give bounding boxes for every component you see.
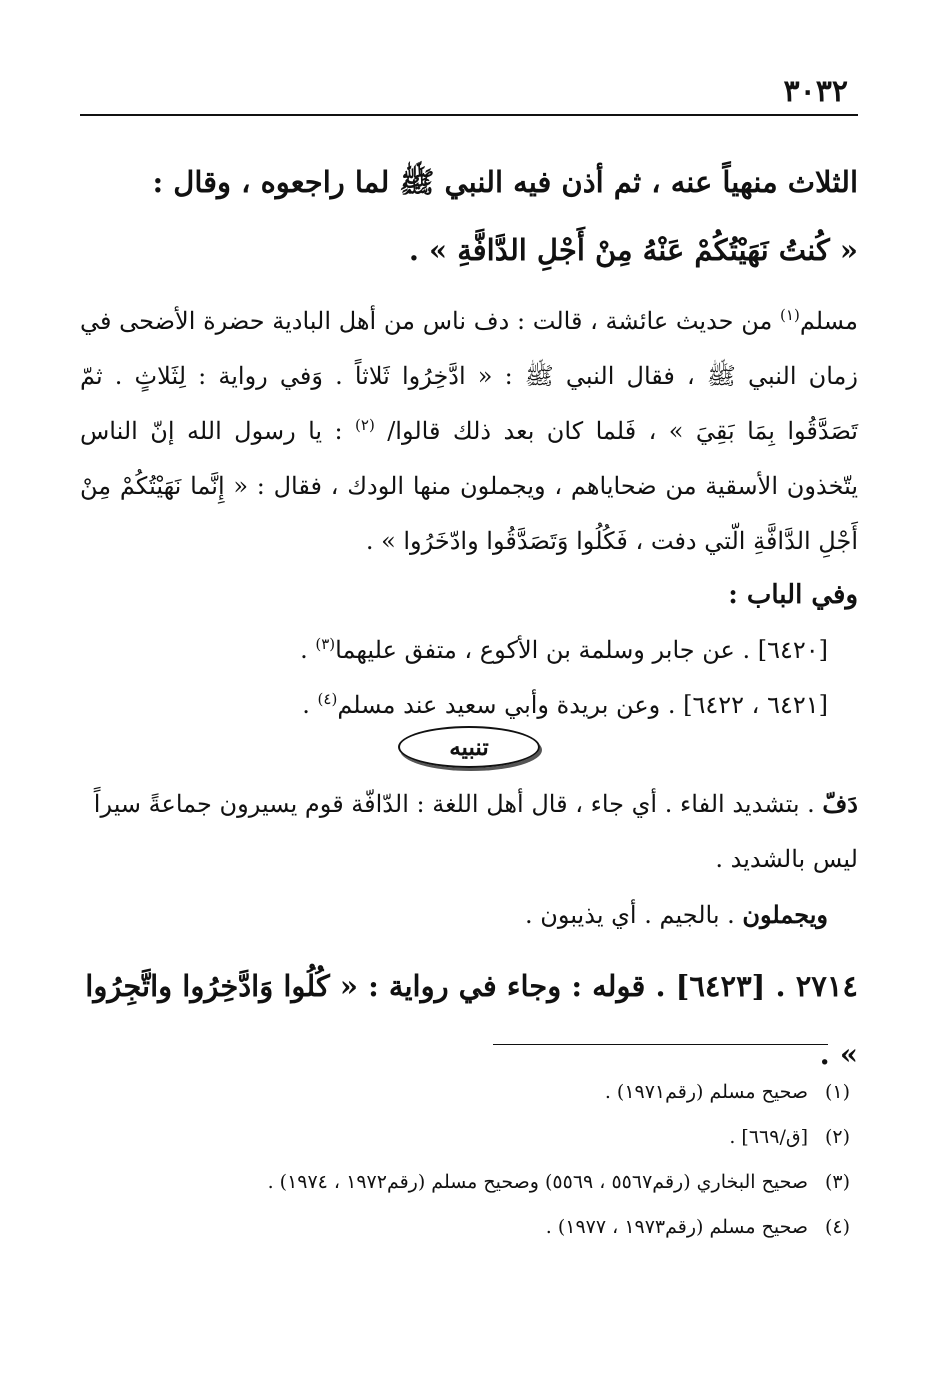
bab-item-1-end: . [300, 636, 316, 664]
top-paragraph [80, 148, 858, 284]
bab-item-2-end: . [302, 691, 318, 719]
hadith-lead: مسلم [799, 307, 858, 335]
note-yajmilun-term: ويجملون [742, 900, 828, 929]
top-line-2: « كُنتُ نَهَيْتُكُمْ عَنْهُ مِنْ أَجْلِ الدَّافَّةِ » . [408, 233, 858, 267]
notes-section [80, 776, 858, 943]
entry-2714: ٢٧١٤ . [٦٤٢٣] . قوله : وجاء في رواية : « كُلُوا وَادَّخِرُوا واتَّجِرُوا » . [85, 969, 858, 1071]
header-divider [80, 114, 858, 116]
footnote-3 [90, 1160, 850, 1205]
footnote-2-text: [ق/٦٦٩] . [729, 1126, 808, 1148]
bab-section [80, 568, 858, 733]
footnote-ref-1: (١) [780, 306, 800, 324]
footnote-ref-2: (٢) [355, 416, 375, 434]
bab-item-1 [80, 623, 858, 678]
page-number: ٣٠٣٢ [783, 74, 848, 109]
footnote-4-num: (٤) [824, 1216, 850, 1238]
bab-item-1-text: [٦٤٢٠] . عن جابر وسلمة بن الأكوع ، متفق عليهما [335, 636, 828, 664]
bab-item-2-text: [٦٤٢١ ، ٦٤٢٢] . وعن بريدة وأبي سعيد عند مسلم [337, 691, 828, 719]
footnote-2-num: (٢) [824, 1126, 850, 1148]
footnote-1-num: (١) [824, 1081, 850, 1103]
note-daff-text: . بتشديد الفاء . أي جاء ، قال أهل اللغة : الدّافّة قوم يسيرون جماعةً سيراً ليس بالشديد . [93, 790, 858, 873]
hadith-paragraph [80, 294, 858, 569]
tanbih-container [80, 726, 858, 768]
hadith-part-2: : يا رسول الله إنّ الناس يتّخذون الأسقية من ضحاياهم ، ويجملون منها الودك ، فقال : « إِنَّما نَهَيْتُكُمْ مِنْ أَجْلِ الدَّافَّةِ الّتي دفت ، فَكُلُوا وَتَصَدَّقُوا وادّخَرُوا » . [80, 417, 858, 555]
bab-heading: وفي الباب : [728, 580, 858, 610]
bab-item-2 [80, 678, 858, 733]
footnote-3-text: صحيح البخاري (رقم٥٥٦٧ ، ٥٥٦٩) وصحيح مسلم (رقم١٩٧٢ ، ١٩٧٤) . [267, 1171, 808, 1193]
footnote-2 [90, 1115, 850, 1160]
note-yajmilun-text: . بالجيم . أي يذيبون . [525, 901, 743, 929]
footnote-4-text: صحيح مسلم (رقم١٩٧٣ ، ١٩٧٧) . [545, 1216, 808, 1238]
footnote-1-text: صحيح مسلم (رقم١٩٧١) . [604, 1081, 808, 1103]
hadith-part-1: من حديث عائشة ، قالت : دف ناس من أهل البادية حضرة الأضحى في زمان النبي ﷺ ، فقال النبي ﷺ : « ادَّخِرُوا ثَلاثاً . وَفي رواية : لِثَلاثٍ . ثمّ تَصَدَّقُوا بِمَا بَقِيَ » ، فَلما كان بعد ذلك قالوا/ [80, 307, 858, 445]
footnote-3-num: (٣) [824, 1171, 850, 1193]
footnotes [90, 1070, 850, 1250]
footnote-divider [493, 1044, 828, 1045]
top-line-1: الثلاث منهياً عنه ، ثم أذن فيه النبي ﷺ لما راجعوه ، وقال : [152, 165, 858, 199]
note-daff [80, 776, 858, 887]
note-yajmilun [80, 887, 858, 943]
tanbih-badge: تنبيه [398, 726, 540, 768]
footnote-1 [90, 1070, 850, 1115]
footnote-ref-4: (٤) [317, 690, 338, 708]
footnote-4 [90, 1205, 850, 1250]
footnote-ref-3: (٣) [315, 635, 336, 653]
note-daff-term: دَفّ [822, 789, 858, 818]
